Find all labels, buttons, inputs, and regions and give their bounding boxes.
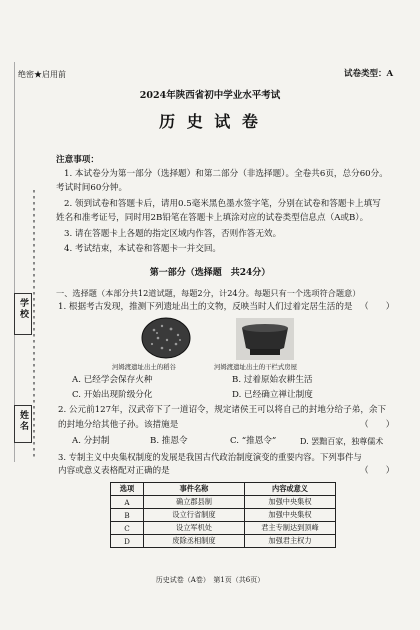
table-header-cell: 事件名称	[144, 483, 245, 496]
table-cell: D	[111, 535, 144, 548]
pottery-image	[236, 318, 294, 360]
q2-line2: 的封地分给其他子孙。该措施是	[58, 420, 179, 430]
q2-line1: 2. 公元前127年，汉武帝下了一道诏令，规定诸侯王可以将自己的封地分给子弟，余下	[58, 405, 387, 415]
name-box	[14, 405, 32, 443]
name-label: 姓名	[18, 410, 28, 432]
note-line: 3. 请在答题卡上各题的指定区域内作答，否则作答无效。	[64, 229, 282, 239]
subject-title: 历 史 试 卷	[159, 112, 261, 131]
q1-paren: （ ）	[360, 302, 395, 312]
img2-caption: 河姆渡遗址出土的干栏式房屋	[214, 363, 298, 371]
q3-line1: 3. 专制主义中央集权制度的发展是我国古代政治制度演变的重要内容。下列事件与	[58, 452, 362, 462]
part1-title: 第一部分（选择题 共24分）	[149, 268, 271, 278]
table-cell: A	[111, 496, 144, 509]
note-line: 4. 考试结束，本试卷和答题卡一并交回。	[64, 244, 222, 254]
note-line: 姓名和准考证号，同时用2B铅笔在答题卡上填涂对应的试卷类型信息点（A或B）。	[56, 213, 369, 223]
q2-option-b: B. 推恩令	[150, 436, 188, 446]
q1-option-b: B. 过着原始农耕生活	[232, 375, 313, 385]
table-cell: 加强君主权力	[245, 535, 336, 548]
q3-line2: 内容或意义表格配对正确的是	[58, 466, 170, 476]
q2-option-a: A. 分封制	[72, 436, 110, 446]
table-cell: 确立郡县制	[144, 496, 245, 509]
q1-option-c: C. 开始出现阶级分化	[72, 390, 153, 400]
table-header-row	[111, 483, 336, 496]
table-row	[111, 509, 336, 522]
q1-stem: 1. 根据考古发现，推测下列遗址出土的文物，反映当时人们过着定居生活的是	[58, 302, 353, 312]
table-row	[111, 535, 336, 548]
paper-type-label: 试卷类型：A	[344, 69, 394, 79]
table-cell: 废除丞相制度	[144, 535, 245, 548]
confidential-label: 绝密★启用前	[18, 70, 66, 79]
table-cell: 加强中央集权	[245, 496, 336, 509]
q2-option-c: C. “推恩令”	[230, 436, 277, 446]
table-cell: 加强中央集权	[245, 509, 336, 522]
table-cell: 设立军机处	[144, 522, 245, 535]
rice-grain-image	[140, 316, 192, 360]
q3-table	[110, 482, 336, 548]
table-cell: C	[111, 522, 144, 535]
table-cell: 设立行省制度	[144, 509, 245, 522]
table-cell: 君主专制达到顶峰	[245, 522, 336, 535]
q1-option-a: A. 已经学会保存火种	[72, 375, 153, 385]
exam-title: 2024年陕西省初中学业水平考试	[139, 90, 281, 101]
school-box	[14, 293, 32, 335]
part1-instructions: 一、选择题（本部分共12道试题，每题2分，计24分。每题只有一个选项符合题意）	[56, 288, 361, 298]
page-border	[14, 62, 15, 462]
seal-line	[33, 190, 35, 460]
table-row	[111, 496, 336, 509]
notes-title: 注意事项：	[56, 155, 99, 165]
note-line: 1. 本试卷分为第一部分（选择题）和第二部分（非选择题）。全卷共6页，总分60分。	[64, 169, 388, 179]
school-label: 学校	[18, 298, 28, 320]
note-line: 考试时间60分钟。	[56, 183, 128, 193]
note-line: 2. 领到试卷和答题卡后，请用0.5毫米黑色墨水签字笔，分别在试卷和答题卡上填写	[64, 199, 381, 209]
q2-paren: （ ）	[360, 420, 395, 430]
table-header-cell: 内容或意义	[245, 483, 336, 496]
q2-option-d: D. 罢黜百家，独尊儒术	[300, 437, 384, 446]
img1-caption: 河姆渡遗址出土的稻谷	[112, 363, 176, 371]
page-footer: 历史试卷（A卷） 第1页（共6页）	[155, 576, 265, 584]
table-row	[111, 522, 336, 535]
table-cell: B	[111, 509, 144, 522]
q1-option-d: D. 已经确立禅让制度	[232, 390, 313, 400]
table-header-cell: 选项	[111, 483, 144, 496]
q3-paren: （ ）	[360, 466, 395, 476]
